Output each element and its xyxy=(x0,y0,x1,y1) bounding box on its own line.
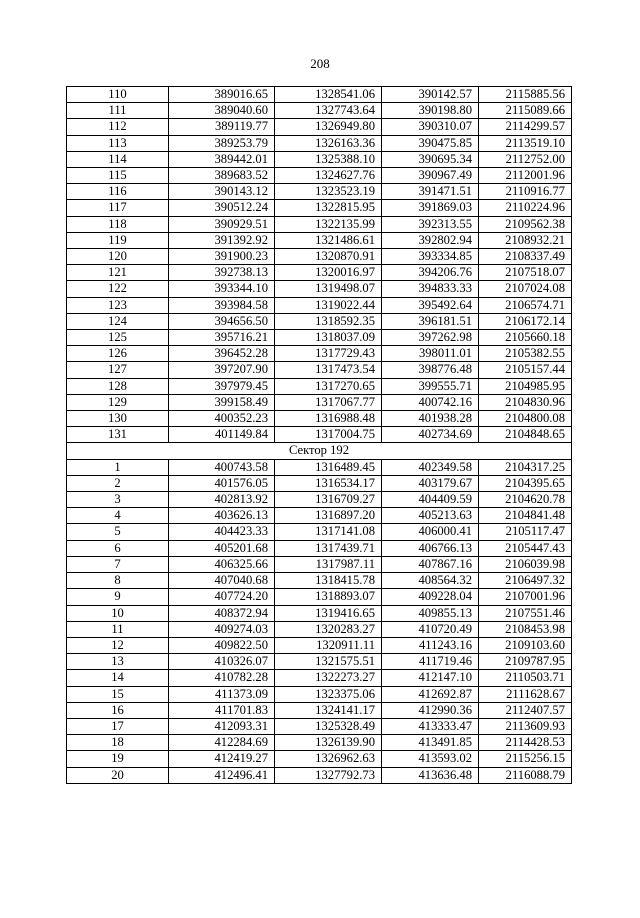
x2-value: 413491.85 xyxy=(382,735,479,751)
x1-value: 412284.69 xyxy=(169,735,275,751)
y1-value: 1317141.08 xyxy=(275,524,382,540)
y1-value: 1325388.10 xyxy=(275,151,382,167)
y2-value: 2113609.93 xyxy=(479,718,572,734)
table-row xyxy=(67,767,572,783)
y2-value: 2106497.32 xyxy=(479,573,572,589)
y2-value: 2108932.21 xyxy=(479,232,572,248)
section-header-row xyxy=(67,443,572,459)
point-number: 20 xyxy=(67,767,169,783)
x2-value: 402349.58 xyxy=(382,459,479,475)
x2-value: 394206.76 xyxy=(382,265,479,281)
table-row xyxy=(67,751,572,767)
y2-value: 2114428.53 xyxy=(479,735,572,751)
y2-value: 2111628.67 xyxy=(479,686,572,702)
point-number: 17 xyxy=(67,718,169,734)
table-row xyxy=(67,249,572,265)
table-row xyxy=(67,589,572,605)
x1-value: 396452.28 xyxy=(169,346,275,362)
x1-value: 411701.83 xyxy=(169,702,275,718)
point-number: 8 xyxy=(67,573,169,589)
point-number: 110 xyxy=(67,87,169,103)
point-number: 112 xyxy=(67,119,169,135)
table-row xyxy=(67,605,572,621)
x1-value: 410782.28 xyxy=(169,670,275,686)
point-number: 18 xyxy=(67,735,169,751)
y1-value: 1326962.63 xyxy=(275,751,382,767)
point-number: 113 xyxy=(67,135,169,151)
table-row xyxy=(67,459,572,475)
point-number: 10 xyxy=(67,605,169,621)
x1-value: 399158.49 xyxy=(169,394,275,410)
y1-value: 1320911.11 xyxy=(275,637,382,653)
point-number: 7 xyxy=(67,556,169,572)
point-number: 129 xyxy=(67,394,169,410)
y2-value: 2115256.15 xyxy=(479,751,572,767)
x2-value: 390310.07 xyxy=(382,119,479,135)
x1-value: 408372.94 xyxy=(169,605,275,621)
y1-value: 1317987.11 xyxy=(275,556,382,572)
y2-value: 2105117.47 xyxy=(479,524,572,540)
y1-value: 1316897.20 xyxy=(275,508,382,524)
x1-value: 403626.13 xyxy=(169,508,275,524)
x1-value: 390929.51 xyxy=(169,216,275,232)
point-number: 4 xyxy=(67,508,169,524)
table-row xyxy=(67,508,572,524)
y1-value: 1317067.77 xyxy=(275,394,382,410)
x1-value: 401576.05 xyxy=(169,475,275,491)
y2-value: 2110503.71 xyxy=(479,670,572,686)
x1-value: 407724.20 xyxy=(169,589,275,605)
y2-value: 2115089.66 xyxy=(479,103,572,119)
y1-value: 1319416.65 xyxy=(275,605,382,621)
y1-value: 1323375.06 xyxy=(275,686,382,702)
point-number: 121 xyxy=(67,265,169,281)
y1-value: 1318415.78 xyxy=(275,573,382,589)
x2-value: 410720.49 xyxy=(382,621,479,637)
y2-value: 2104985.95 xyxy=(479,378,572,394)
table-row xyxy=(67,119,572,135)
point-number: 5 xyxy=(67,524,169,540)
table-row xyxy=(67,135,572,151)
table-body-after-section xyxy=(67,459,572,783)
point-number: 130 xyxy=(67,411,169,427)
y1-value: 1317729.43 xyxy=(275,346,382,362)
y2-value: 2109103.60 xyxy=(479,637,572,653)
x2-value: 396181.51 xyxy=(382,313,479,329)
x1-value: 389040.60 xyxy=(169,103,275,119)
y2-value: 2104841.48 xyxy=(479,508,572,524)
table-row xyxy=(67,297,572,313)
y2-value: 2107024.08 xyxy=(479,281,572,297)
table-row xyxy=(67,556,572,572)
y1-value: 1324141.17 xyxy=(275,702,382,718)
y1-value: 1325328.49 xyxy=(275,718,382,734)
x1-value: 400352.23 xyxy=(169,411,275,427)
x2-value: 405213.63 xyxy=(382,508,479,524)
point-number: 6 xyxy=(67,540,169,556)
x1-value: 412496.41 xyxy=(169,767,275,783)
table-row xyxy=(67,200,572,216)
x2-value: 393334.85 xyxy=(382,249,479,265)
y1-value: 1323523.19 xyxy=(275,184,382,200)
y2-value: 2109787.95 xyxy=(479,654,572,670)
y1-value: 1318592.35 xyxy=(275,313,382,329)
x2-value: 404409.59 xyxy=(382,492,479,508)
x1-value: 400743.58 xyxy=(169,459,275,475)
y2-value: 2104830.96 xyxy=(479,394,572,410)
x2-value: 394833.33 xyxy=(382,281,479,297)
y1-value: 1326163.36 xyxy=(275,135,382,151)
x1-value: 397207.90 xyxy=(169,362,275,378)
x2-value: 406766.13 xyxy=(382,540,479,556)
x1-value: 390143.12 xyxy=(169,184,275,200)
table-row xyxy=(67,524,572,540)
table-row xyxy=(67,573,572,589)
x2-value: 409855.13 xyxy=(382,605,479,621)
y1-value: 1320016.97 xyxy=(275,265,382,281)
section-title: Сектор 192 xyxy=(67,443,572,459)
x1-value: 389253.79 xyxy=(169,135,275,151)
x2-value: 412692.87 xyxy=(382,686,479,702)
point-number: 117 xyxy=(67,200,169,216)
x2-value: 397262.98 xyxy=(382,330,479,346)
y2-value: 2104620.78 xyxy=(479,492,572,508)
point-number: 131 xyxy=(67,427,169,443)
table-row xyxy=(67,378,572,394)
y2-value: 2110916.77 xyxy=(479,184,572,200)
y1-value: 1324627.76 xyxy=(275,168,382,184)
table-row xyxy=(67,427,572,443)
table-row xyxy=(67,686,572,702)
y2-value: 2112752.00 xyxy=(479,151,572,167)
y1-value: 1320870.91 xyxy=(275,249,382,265)
x2-value: 413333.47 xyxy=(382,718,479,734)
point-number: 12 xyxy=(67,637,169,653)
x2-value: 390475.85 xyxy=(382,135,479,151)
x2-value: 400742.16 xyxy=(382,394,479,410)
y1-value: 1327743.64 xyxy=(275,103,382,119)
x1-value: 411373.09 xyxy=(169,686,275,702)
table-row xyxy=(67,168,572,184)
point-number: 11 xyxy=(67,621,169,637)
x1-value: 391392.92 xyxy=(169,232,275,248)
x2-value: 407867.16 xyxy=(382,556,479,572)
table-row xyxy=(67,184,572,200)
y2-value: 2105157.44 xyxy=(479,362,572,378)
point-number: 122 xyxy=(67,281,169,297)
y2-value: 2110224.96 xyxy=(479,200,572,216)
y2-value: 2107551.46 xyxy=(479,605,572,621)
x1-value: 412093.31 xyxy=(169,718,275,734)
x2-value: 391869.03 xyxy=(382,200,479,216)
point-number: 124 xyxy=(67,313,169,329)
point-number: 1 xyxy=(67,459,169,475)
table-row xyxy=(67,330,572,346)
y1-value: 1317004.75 xyxy=(275,427,382,443)
x2-value: 398776.48 xyxy=(382,362,479,378)
x2-value: 395492.64 xyxy=(382,297,479,313)
table-row xyxy=(67,654,572,670)
y1-value: 1316489.45 xyxy=(275,459,382,475)
y2-value: 2112407.57 xyxy=(479,702,572,718)
x2-value: 390695.34 xyxy=(382,151,479,167)
y2-value: 2112001.96 xyxy=(479,168,572,184)
y1-value: 1322135.99 xyxy=(275,216,382,232)
y2-value: 2104800.08 xyxy=(479,411,572,427)
y2-value: 2104395.65 xyxy=(479,475,572,491)
table-row xyxy=(67,670,572,686)
y2-value: 2115885.56 xyxy=(479,87,572,103)
x1-value: 406325.66 xyxy=(169,556,275,572)
x2-value: 406000.41 xyxy=(382,524,479,540)
table-row xyxy=(67,346,572,362)
table-row xyxy=(67,475,572,491)
y1-value: 1328541.06 xyxy=(275,87,382,103)
table-row xyxy=(67,313,572,329)
y1-value: 1327792.73 xyxy=(275,767,382,783)
y1-value: 1318037.09 xyxy=(275,330,382,346)
x2-value: 390967.49 xyxy=(382,168,479,184)
y1-value: 1316534.17 xyxy=(275,475,382,491)
x2-value: 390198.80 xyxy=(382,103,479,119)
y1-value: 1322273.27 xyxy=(275,670,382,686)
table-row xyxy=(67,637,572,653)
point-number: 123 xyxy=(67,297,169,313)
y2-value: 2114299.57 xyxy=(479,119,572,135)
table-row xyxy=(67,621,572,637)
y1-value: 1319498.07 xyxy=(275,281,382,297)
x2-value: 399555.71 xyxy=(382,378,479,394)
y1-value: 1318893.07 xyxy=(275,589,382,605)
x1-value: 407040.68 xyxy=(169,573,275,589)
point-number: 126 xyxy=(67,346,169,362)
point-number: 13 xyxy=(67,654,169,670)
x1-value: 389119.77 xyxy=(169,119,275,135)
x2-value: 412990.36 xyxy=(382,702,479,718)
y2-value: 2105382.55 xyxy=(479,346,572,362)
x1-value: 395716.21 xyxy=(169,330,275,346)
y2-value: 2105660.18 xyxy=(479,330,572,346)
x1-value: 390512.24 xyxy=(169,200,275,216)
point-number: 118 xyxy=(67,216,169,232)
table-row xyxy=(67,103,572,119)
y1-value: 1319022.44 xyxy=(275,297,382,313)
y1-value: 1321486.61 xyxy=(275,232,382,248)
x1-value: 393984.58 xyxy=(169,297,275,313)
table-row xyxy=(67,232,572,248)
y2-value: 2108337.49 xyxy=(479,249,572,265)
table-row xyxy=(67,492,572,508)
y2-value: 2106172.14 xyxy=(479,313,572,329)
table-row xyxy=(67,735,572,751)
point-number: 115 xyxy=(67,168,169,184)
x1-value: 410326.07 xyxy=(169,654,275,670)
coordinates-table xyxy=(66,86,572,784)
table-row xyxy=(67,362,572,378)
x1-value: 391900.23 xyxy=(169,249,275,265)
page-number: 208 xyxy=(310,56,330,71)
x1-value: 389683.52 xyxy=(169,168,275,184)
x1-value: 404423.33 xyxy=(169,524,275,540)
table-row xyxy=(67,540,572,556)
y1-value: 1321575.51 xyxy=(275,654,382,670)
x2-value: 392802.94 xyxy=(382,232,479,248)
x2-value: 391471.51 xyxy=(382,184,479,200)
y1-value: 1326949.80 xyxy=(275,119,382,135)
x1-value: 392738.13 xyxy=(169,265,275,281)
table-body-before-section xyxy=(67,87,572,443)
y1-value: 1326139.90 xyxy=(275,735,382,751)
x1-value: 409822.50 xyxy=(169,637,275,653)
point-number: 19 xyxy=(67,751,169,767)
point-number: 2 xyxy=(67,475,169,491)
x1-value: 389016.65 xyxy=(169,87,275,103)
y1-value: 1320283.27 xyxy=(275,621,382,637)
x1-value: 401149.84 xyxy=(169,427,275,443)
y2-value: 2106039.98 xyxy=(479,556,572,572)
x2-value: 413636.48 xyxy=(382,767,479,783)
x1-value: 393344.10 xyxy=(169,281,275,297)
table-row xyxy=(67,281,572,297)
y1-value: 1316709.27 xyxy=(275,492,382,508)
x2-value: 402734.69 xyxy=(382,427,479,443)
x2-value: 392313.55 xyxy=(382,216,479,232)
table-row xyxy=(67,394,572,410)
table-row xyxy=(67,151,572,167)
table-row xyxy=(67,411,572,427)
y1-value: 1317473.54 xyxy=(275,362,382,378)
point-number: 16 xyxy=(67,702,169,718)
x2-value: 390142.57 xyxy=(382,87,479,103)
x1-value: 412419.27 xyxy=(169,751,275,767)
y2-value: 2106574.71 xyxy=(479,297,572,313)
table-row xyxy=(67,702,572,718)
y1-value: 1317439.71 xyxy=(275,540,382,556)
point-number: 127 xyxy=(67,362,169,378)
point-number: 125 xyxy=(67,330,169,346)
x2-value: 412147.10 xyxy=(382,670,479,686)
x2-value: 411719.46 xyxy=(382,654,479,670)
table-row xyxy=(67,718,572,734)
x1-value: 394656.50 xyxy=(169,313,275,329)
y1-value: 1322815.95 xyxy=(275,200,382,216)
y2-value: 2104848.65 xyxy=(479,427,572,443)
section-header-group xyxy=(67,443,572,459)
y2-value: 2116088.79 xyxy=(479,767,572,783)
point-number: 3 xyxy=(67,492,169,508)
x1-value: 397979.45 xyxy=(169,378,275,394)
x2-value: 401938.28 xyxy=(382,411,479,427)
x2-value: 408564.32 xyxy=(382,573,479,589)
x2-value: 403179.67 xyxy=(382,475,479,491)
y2-value: 2108453.98 xyxy=(479,621,572,637)
point-number: 111 xyxy=(67,103,169,119)
y1-value: 1316988.48 xyxy=(275,411,382,427)
x1-value: 409274.03 xyxy=(169,621,275,637)
point-number: 116 xyxy=(67,184,169,200)
x2-value: 413593.02 xyxy=(382,751,479,767)
point-number: 119 xyxy=(67,232,169,248)
y2-value: 2113519.10 xyxy=(479,135,572,151)
y2-value: 2107518.07 xyxy=(479,265,572,281)
table-row xyxy=(67,87,572,103)
point-number: 120 xyxy=(67,249,169,265)
table-row xyxy=(67,265,572,281)
x1-value: 405201.68 xyxy=(169,540,275,556)
table-row xyxy=(67,216,572,232)
y2-value: 2104317.25 xyxy=(479,459,572,475)
point-number: 9 xyxy=(67,589,169,605)
point-number: 15 xyxy=(67,686,169,702)
x1-value: 402813.92 xyxy=(169,492,275,508)
y1-value: 1317270.65 xyxy=(275,378,382,394)
y2-value: 2105447.43 xyxy=(479,540,572,556)
point-number: 128 xyxy=(67,378,169,394)
x2-value: 411243.16 xyxy=(382,637,479,653)
point-number: 14 xyxy=(67,670,169,686)
x2-value: 409228.04 xyxy=(382,589,479,605)
x1-value: 389442.01 xyxy=(169,151,275,167)
point-number: 114 xyxy=(67,151,169,167)
y2-value: 2109562.38 xyxy=(479,216,572,232)
x2-value: 398011.01 xyxy=(382,346,479,362)
y2-value: 2107001.96 xyxy=(479,589,572,605)
